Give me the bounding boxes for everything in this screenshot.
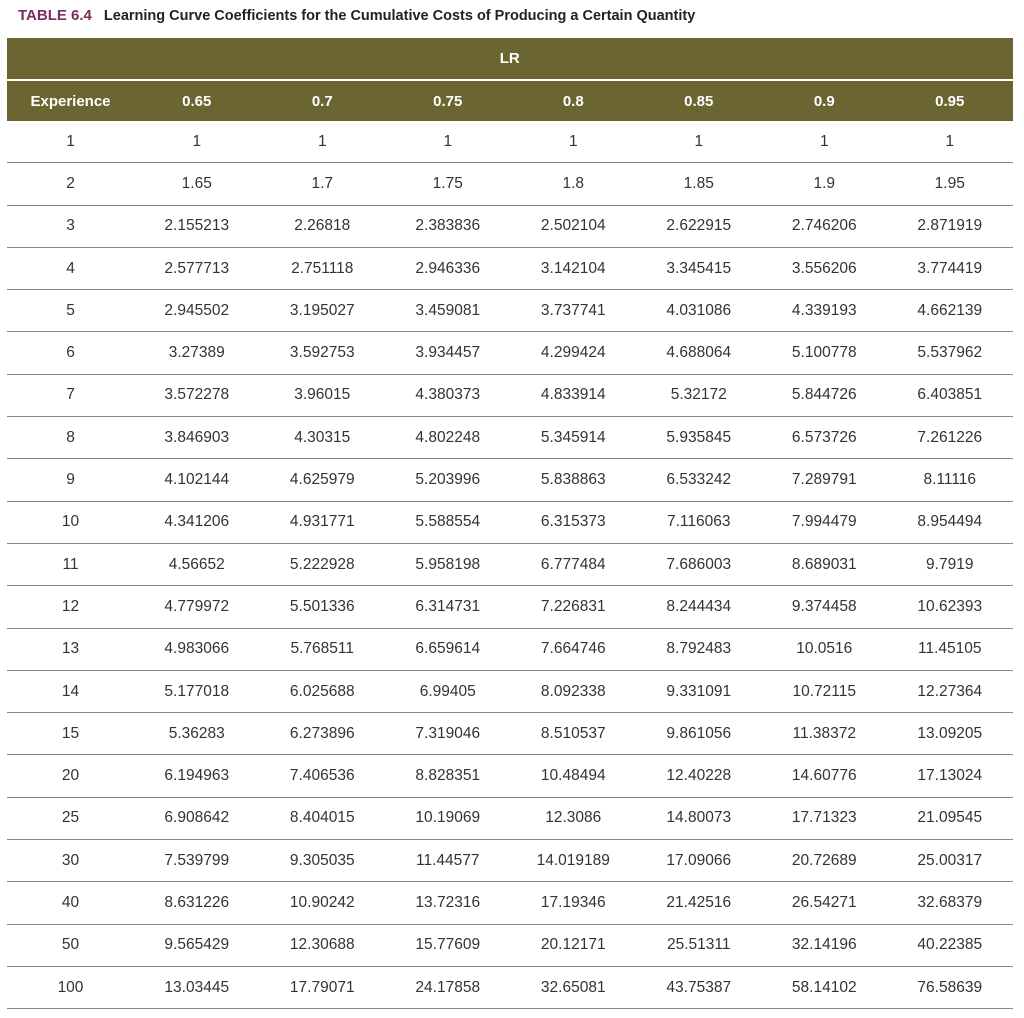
coefficient-cell: 4.688064 (636, 332, 762, 374)
coefficient-cell: 14.019189 (511, 840, 637, 882)
coefficient-cell: 6.659614 (385, 628, 511, 670)
table-row (7, 755, 1013, 797)
coefficient-cell: 32.68379 (887, 882, 1013, 924)
experience-cell: 20 (7, 755, 134, 797)
coefficient-cell: 17.71323 (762, 797, 888, 839)
coefficient-cell: 7.686003 (636, 543, 762, 585)
coefficient-cell: 58.14102 (762, 966, 888, 1008)
coefficient-cell: 5.768511 (260, 628, 386, 670)
coefficient-cell: 4.102144 (134, 459, 260, 501)
coefficient-cell: 6.908642 (134, 797, 260, 839)
table-row (7, 163, 1013, 205)
table-row (7, 543, 1013, 585)
column-header-row (7, 80, 1013, 121)
lr-column-header: 0.7 (260, 80, 386, 121)
lr-column-header: 0.9 (762, 80, 888, 121)
experience-cell: 1 (7, 121, 134, 163)
coefficient-cell: 4.380373 (385, 374, 511, 416)
coefficient-cell: 7.319046 (385, 713, 511, 755)
table-row (7, 290, 1013, 332)
coefficient-cell: 1.8 (511, 163, 637, 205)
coefficient-cell: 25.00317 (887, 840, 1013, 882)
coefficient-cell: 7.664746 (511, 628, 637, 670)
experience-column-header: Experience (7, 80, 134, 121)
coefficient-cell: 10.0516 (762, 628, 888, 670)
coefficient-cell: 4.625979 (260, 459, 386, 501)
coefficient-cell: 25.51311 (636, 924, 762, 966)
coefficient-cell: 7.994479 (762, 501, 888, 543)
coefficient-cell: 3.934457 (385, 332, 511, 374)
coefficient-cell: 3.592753 (260, 332, 386, 374)
coefficient-cell: 4.339193 (762, 290, 888, 332)
coefficient-cell: 7.261226 (887, 417, 1013, 459)
table-body (7, 121, 1013, 1009)
table-row (7, 840, 1013, 882)
table-row (7, 459, 1013, 501)
coefficient-cell: 3.572278 (134, 374, 260, 416)
coefficient-cell: 2.871919 (887, 205, 1013, 247)
coefficient-cell: 6.573726 (762, 417, 888, 459)
coefficient-cell: 13.72316 (385, 882, 511, 924)
table-row (7, 205, 1013, 247)
experience-cell: 4 (7, 247, 134, 289)
coefficient-cell: 10.90242 (260, 882, 386, 924)
coefficient-cell: 4.30315 (260, 417, 386, 459)
coefficient-cell: 2.26818 (260, 205, 386, 247)
coefficient-cell: 4.031086 (636, 290, 762, 332)
coefficient-cell: 4.299424 (511, 332, 637, 374)
coefficient-cell: 1.9 (762, 163, 888, 205)
table-row (7, 247, 1013, 289)
coefficient-cell: 5.177018 (134, 670, 260, 712)
coefficient-cell: 9.7919 (887, 543, 1013, 585)
coefficient-cell: 1 (762, 121, 888, 163)
coefficient-cell: 3.195027 (260, 290, 386, 332)
coefficient-cell: 4.779972 (134, 586, 260, 628)
experience-cell: 14 (7, 670, 134, 712)
experience-cell: 50 (7, 924, 134, 966)
group-header-row (7, 38, 1013, 80)
coefficient-cell: 2.155213 (134, 205, 260, 247)
table-row (7, 586, 1013, 628)
coefficient-cell: 2.577713 (134, 247, 260, 289)
coefficient-cell: 5.588554 (385, 501, 511, 543)
coefficient-cell: 8.792483 (636, 628, 762, 670)
coefficient-cell: 3.96015 (260, 374, 386, 416)
coefficient-cell: 1 (260, 121, 386, 163)
coefficient-cell: 9.861056 (636, 713, 762, 755)
coefficient-cell: 3.345415 (636, 247, 762, 289)
experience-cell: 11 (7, 543, 134, 585)
experience-cell: 12 (7, 586, 134, 628)
lr-group-header: LR (7, 38, 1013, 80)
coefficient-cell: 4.983066 (134, 628, 260, 670)
experience-cell: 100 (7, 966, 134, 1008)
coefficient-cell: 32.65081 (511, 966, 637, 1008)
coefficient-cell: 13.03445 (134, 966, 260, 1008)
coefficient-cell: 4.931771 (260, 501, 386, 543)
coefficient-cell: 1.65 (134, 163, 260, 205)
coefficient-cell: 3.846903 (134, 417, 260, 459)
learning-curve-table (7, 38, 1013, 1009)
coefficient-cell: 4.802248 (385, 417, 511, 459)
coefficient-cell: 9.331091 (636, 670, 762, 712)
coefficient-cell: 5.32172 (636, 374, 762, 416)
coefficient-cell: 3.459081 (385, 290, 511, 332)
coefficient-cell: 7.406536 (260, 755, 386, 797)
coefficient-cell: 8.11116 (887, 459, 1013, 501)
coefficient-cell: 6.533242 (636, 459, 762, 501)
experience-cell: 25 (7, 797, 134, 839)
coefficient-cell: 7.226831 (511, 586, 637, 628)
lr-column-header: 0.95 (887, 80, 1013, 121)
coefficient-cell: 15.77609 (385, 924, 511, 966)
lr-column-header: 0.65 (134, 80, 260, 121)
table-row (7, 924, 1013, 966)
coefficient-cell: 13.09205 (887, 713, 1013, 755)
coefficient-cell: 8.510537 (511, 713, 637, 755)
coefficient-cell: 7.539799 (134, 840, 260, 882)
coefficient-cell: 2.946336 (385, 247, 511, 289)
coefficient-cell: 6.194963 (134, 755, 260, 797)
coefficient-cell: 17.09066 (636, 840, 762, 882)
coefficient-cell: 2.746206 (762, 205, 888, 247)
coefficient-cell: 3.142104 (511, 247, 637, 289)
coefficient-cell: 1 (887, 121, 1013, 163)
coefficient-cell: 8.828351 (385, 755, 511, 797)
coefficient-cell: 11.44577 (385, 840, 511, 882)
coefficient-cell: 6.273896 (260, 713, 386, 755)
coefficient-cell: 76.58639 (887, 966, 1013, 1008)
table-caption (18, 5, 695, 27)
coefficient-cell: 4.833914 (511, 374, 637, 416)
coefficient-cell: 32.14196 (762, 924, 888, 966)
table-row (7, 417, 1013, 459)
coefficient-cell: 8.404015 (260, 797, 386, 839)
coefficient-cell: 5.537962 (887, 332, 1013, 374)
table-row (7, 882, 1013, 924)
coefficient-cell: 1 (134, 121, 260, 163)
coefficient-cell: 1 (636, 121, 762, 163)
coefficient-cell: 6.99405 (385, 670, 511, 712)
coefficient-cell: 6.025688 (260, 670, 386, 712)
coefficient-cell: 2.945502 (134, 290, 260, 332)
lr-column-header: 0.85 (636, 80, 762, 121)
coefficient-cell: 4.341206 (134, 501, 260, 543)
experience-cell: 7 (7, 374, 134, 416)
experience-cell: 5 (7, 290, 134, 332)
coefficient-cell: 5.222928 (260, 543, 386, 585)
coefficient-cell: 5.345914 (511, 417, 637, 459)
coefficient-cell: 5.501336 (260, 586, 386, 628)
coefficient-cell: 4.56652 (134, 543, 260, 585)
coefficient-cell: 2.751118 (260, 247, 386, 289)
coefficient-cell: 5.36283 (134, 713, 260, 755)
coefficient-cell: 17.19346 (511, 882, 637, 924)
table-row (7, 713, 1013, 755)
coefficient-cell: 3.556206 (762, 247, 888, 289)
coefficient-cell: 8.954494 (887, 501, 1013, 543)
coefficient-cell: 11.45105 (887, 628, 1013, 670)
table-title: Learning Curve Coefficients for the Cumulative Costs of Producing a Certain Quantity (103, 8, 696, 24)
table-row (7, 797, 1013, 839)
table-row (7, 670, 1013, 712)
table-row (7, 628, 1013, 670)
table-number: TABLE 6.4 (18, 7, 92, 24)
coefficient-cell: 14.60776 (762, 755, 888, 797)
experience-cell: 30 (7, 840, 134, 882)
coefficient-cell: 17.79071 (260, 966, 386, 1008)
coefficient-cell: 21.42516 (636, 882, 762, 924)
experience-cell: 10 (7, 501, 134, 543)
experience-cell: 40 (7, 882, 134, 924)
coefficient-cell: 10.48494 (511, 755, 637, 797)
coefficient-cell: 24.17858 (385, 966, 511, 1008)
coefficient-cell: 5.100778 (762, 332, 888, 374)
coefficient-cell: 6.403851 (887, 374, 1013, 416)
coefficient-cell: 1.85 (636, 163, 762, 205)
coefficient-cell: 9.565429 (134, 924, 260, 966)
coefficient-cell: 9.305035 (260, 840, 386, 882)
coefficient-cell: 2.383836 (385, 205, 511, 247)
coefficient-cell: 40.22385 (887, 924, 1013, 966)
coefficient-cell: 8.631226 (134, 882, 260, 924)
experience-cell: 2 (7, 163, 134, 205)
coefficient-cell: 3.737741 (511, 290, 637, 332)
table-header (7, 38, 1013, 121)
coefficient-cell: 10.72115 (762, 670, 888, 712)
experience-cell: 15 (7, 713, 134, 755)
coefficient-cell: 8.689031 (762, 543, 888, 585)
coefficient-cell: 12.27364 (887, 670, 1013, 712)
coefficient-cell: 6.314731 (385, 586, 511, 628)
coefficient-cell: 2.502104 (511, 205, 637, 247)
coefficient-cell: 26.54271 (762, 882, 888, 924)
coefficient-cell: 11.38372 (762, 713, 888, 755)
coefficient-cell: 10.62393 (887, 586, 1013, 628)
coefficient-cell: 5.203996 (385, 459, 511, 501)
coefficient-cell: 1.75 (385, 163, 511, 205)
coefficient-cell: 2.622915 (636, 205, 762, 247)
experience-cell: 6 (7, 332, 134, 374)
experience-cell: 9 (7, 459, 134, 501)
coefficient-cell: 1.95 (887, 163, 1013, 205)
coefficient-cell: 12.40228 (636, 755, 762, 797)
coefficient-cell: 5.935845 (636, 417, 762, 459)
experience-cell: 3 (7, 205, 134, 247)
table-row (7, 332, 1013, 374)
coefficient-cell: 1 (385, 121, 511, 163)
coefficient-cell: 1 (511, 121, 637, 163)
coefficient-cell: 5.838863 (511, 459, 637, 501)
coefficient-cell: 9.374458 (762, 586, 888, 628)
coefficient-cell: 8.244434 (636, 586, 762, 628)
coefficient-cell: 12.3086 (511, 797, 637, 839)
coefficient-cell: 21.09545 (887, 797, 1013, 839)
coefficient-cell: 6.777484 (511, 543, 637, 585)
experience-cell: 8 (7, 417, 134, 459)
coefficient-cell: 7.289791 (762, 459, 888, 501)
experience-cell: 13 (7, 628, 134, 670)
coefficient-cell: 1.7 (260, 163, 386, 205)
coefficient-cell: 17.13024 (887, 755, 1013, 797)
coefficient-cell: 20.72689 (762, 840, 888, 882)
coefficient-cell: 5.844726 (762, 374, 888, 416)
coefficient-cell: 3.774419 (887, 247, 1013, 289)
lr-column-header: 0.75 (385, 80, 511, 121)
coefficient-cell: 20.12171 (511, 924, 637, 966)
table-row (7, 121, 1013, 163)
table-row (7, 501, 1013, 543)
table-row (7, 374, 1013, 416)
coefficient-cell: 5.958198 (385, 543, 511, 585)
lr-column-header: 0.8 (511, 80, 637, 121)
coefficient-cell: 10.19069 (385, 797, 511, 839)
coefficient-cell: 12.30688 (260, 924, 386, 966)
coefficient-cell: 7.116063 (636, 501, 762, 543)
coefficient-cell: 3.27389 (134, 332, 260, 374)
coefficient-cell: 14.80073 (636, 797, 762, 839)
coefficient-cell: 8.092338 (511, 670, 637, 712)
table-row (7, 966, 1013, 1008)
coefficient-cell: 6.315373 (511, 501, 637, 543)
coefficient-cell: 43.75387 (636, 966, 762, 1008)
coefficient-cell: 4.662139 (887, 290, 1013, 332)
